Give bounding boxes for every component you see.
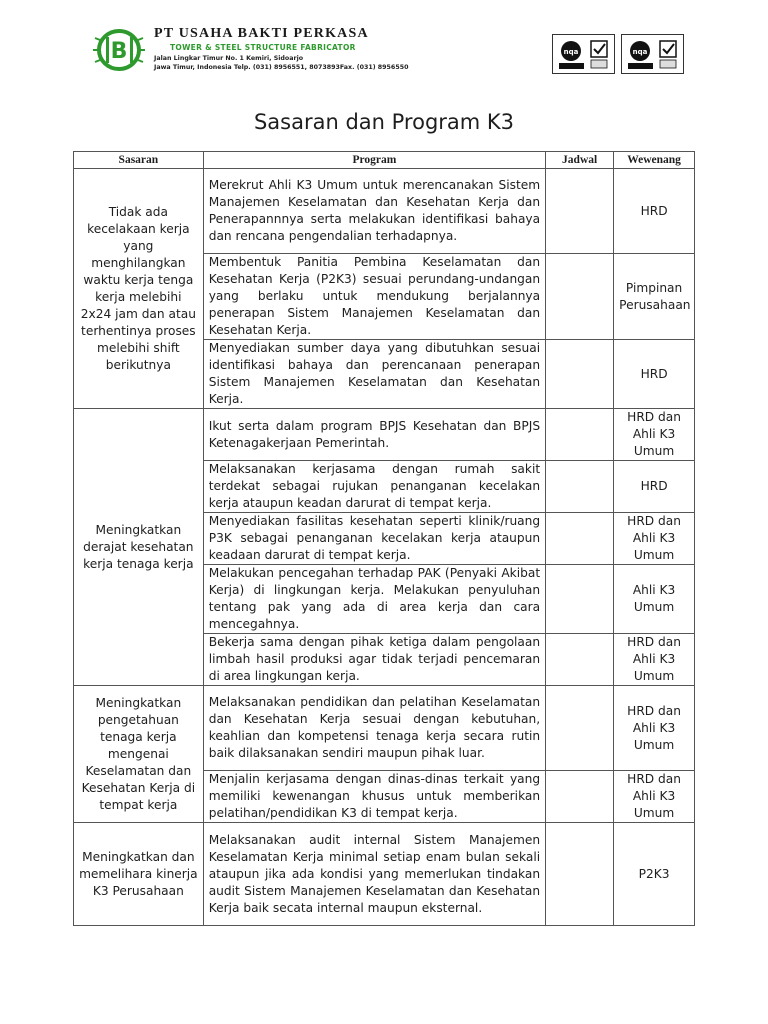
wewenang-cell: HRD dan Ahli K3 Umum <box>614 686 695 771</box>
jadwal-cell <box>546 409 614 461</box>
address-line-1: Jalan Lingkar Timur No. 1 Kemiri, Sidoarjo <box>154 55 304 62</box>
ohsas-18001-badge <box>621 34 684 74</box>
company-name: PT USAHA BAKTI PERKASA <box>154 26 369 41</box>
header-wewenang: Wewenang <box>614 152 695 169</box>
wewenang-cell: HRD dan Ahli K3 Umum <box>614 771 695 823</box>
table-header-row <box>74 152 695 169</box>
jadwal-cell <box>546 461 614 513</box>
wewenang-cell: HRD <box>614 169 695 254</box>
program-cell: Menyediakan sumber daya yang dibutuhkan sesuai identifikasi bahaya dan perencanaan penerapan Sistem Manajemen Keselamatan dan Kesehatan Kerja. <box>203 340 545 409</box>
jadwal-cell <box>546 634 614 686</box>
sasaran-cell: Meningkatkan dan memelihara kinerja K3 Perusahaan <box>74 823 204 926</box>
jadwal-cell <box>546 771 614 823</box>
jadwal-cell <box>546 686 614 771</box>
sasaran-cell: Meningkatkan pengetahuan tenaga kerja mengenai Keselamatan dan Kesehatan Kerja di tempat kerja <box>74 686 204 823</box>
iso-9001-badge <box>552 34 615 74</box>
k3-program-table <box>73 151 695 926</box>
svg-text:nqa: nqa <box>632 48 648 56</box>
program-cell: Bekerja sama dengan pihak ketiga dalam pengolaan limbah hasil produksi agar tidak terjadi pencemaran di area lingkungan kerja. <box>203 634 545 686</box>
jadwal-cell <box>546 823 614 926</box>
wewenang-cell: HRD dan Ahli K3 Umum <box>614 513 695 565</box>
table-row <box>74 823 695 926</box>
wewenang-cell: P2K3 <box>614 823 695 926</box>
wewenang-cell: HRD <box>614 461 695 513</box>
program-cell: Melaksanakan pendidikan dan pelatihan Keselamatan dan Kesehatan Kerja sesuai dengan kebutuhan, keahlian dan kompetensi tenaga kerja secara rutin baik dilaksanakan sendiri maupun pihak luar. <box>203 686 545 771</box>
jadwal-cell <box>546 340 614 409</box>
program-cell: Menjalin kerjasama dengan dinas-dinas terkait yang memiliki kewenangan khusus untuk memberikan pelatihan/pendidikan K3 di tempat kerja. <box>203 771 545 823</box>
program-cell: Merekrut Ahli K3 Umum untuk merencanakan Sistem Manajemen Keselamatan dan Kesehatan Kerja dan Penerapannnya serta melakukan identifikasi bahaya dan rencana pengendalian terhadapnya. <box>203 169 545 254</box>
svg-text:nqa: nqa <box>563 48 579 56</box>
program-cell: Melakukan pencegahan terhadap PAK (Penyaki Akibat Kerja) di lingkungan kerja. Melakukan penyuluhan tentang pak yang ada di area kerja dan cara mencegahnya. <box>203 565 545 634</box>
svg-text:B: B <box>110 39 128 64</box>
wewenang-cell: HRD dan Ahli K3 Umum <box>614 409 695 461</box>
jadwal-cell <box>546 254 614 340</box>
letterhead <box>92 22 692 82</box>
table-row <box>74 409 695 461</box>
jadwal-cell <box>546 565 614 634</box>
sasaran-cell: Tidak ada kecelakaan kerja yang menghilangkan waktu kerja tenga kerja melebihi 2x24 jam dan atau terhentinya proses melebihi shift berikutnya <box>74 169 204 409</box>
table-row <box>74 169 695 254</box>
wewenang-cell: HRD dan Ahli K3 Umum <box>614 634 695 686</box>
header-jadwal: Jadwal <box>546 152 614 169</box>
header-sasaran: Sasaran <box>74 152 204 169</box>
table-row <box>74 686 695 771</box>
program-cell: Melaksanakan kerjasama dengan rumah sakit terdekat sebagai rujukan penanganan kecelakan kerja ataupun keadan darurat di tempat kerja. <box>203 461 545 513</box>
certification-badges <box>552 34 684 74</box>
program-cell: Membentuk Panitia Pembina Keselamatan dan Kesehatan Kerja (P2K3) sesuai perundang-undangan yang berlaku untuk mendukung berjalannya penerapan Sistem Manajemen Keselamatan dan Kesehatan Kerja. <box>203 254 545 340</box>
wewenang-cell: HRD <box>614 340 695 409</box>
address-line-2: Jawa Timur, Indonesia Telp. (031) 8956551, 8073893Fax. (031) 8956550 <box>154 64 409 71</box>
program-cell: Ikut serta dalam program BPJS Kesehatan dan BPJS Ketenagakerjaan Pemerintah. <box>203 409 545 461</box>
jadwal-cell <box>546 513 614 565</box>
header-program: Program <box>203 152 545 169</box>
company-logo <box>92 28 146 72</box>
program-cell: Menyediakan fasilitas kesehatan seperti klinik/ruang P3K sebagai penanganan kecelakan kerja ataupun keadaan darurat di tempat kerja. <box>203 513 545 565</box>
wewenang-cell: Ahli K3 Umum <box>614 565 695 634</box>
sasaran-cell: Meningkatkan derajat kesehatan kerja tenaga kerja <box>74 409 204 686</box>
page-title: Sasaran dan Program K3 <box>253 110 515 134</box>
company-tagline: TOWER & STEEL STRUCTURE FABRICATOR <box>170 43 356 52</box>
program-cell: Melaksanakan audit internal Sistem Manajemen Keselamatan Kerja minimal setiap enam bulan sekali ataupun jika ada kondisi yang memerlukan tindakan audit Sistem Manajemen Keselamatan dan Kesehatan Kerja baik secata internal maupun eksternal. <box>203 823 545 926</box>
jadwal-cell <box>546 169 614 254</box>
wewenang-cell: Pimpinan Perusahaan <box>614 254 695 340</box>
